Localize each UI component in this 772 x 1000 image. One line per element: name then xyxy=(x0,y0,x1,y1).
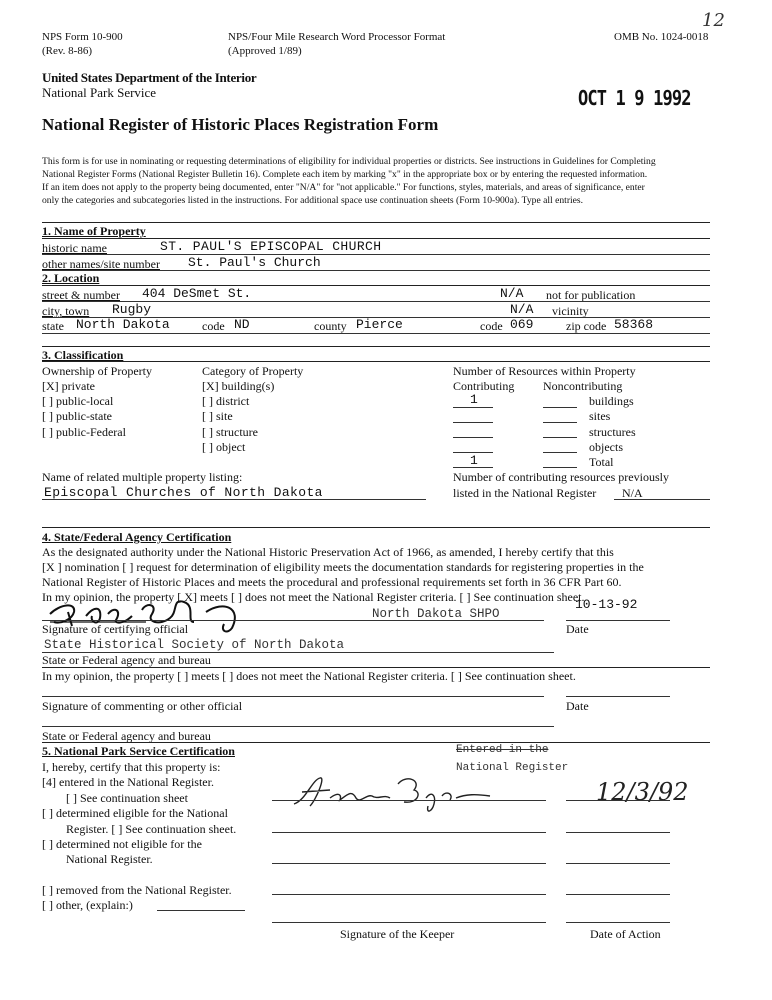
form-revision: (Rev. 8-86) xyxy=(42,45,92,57)
form-number: NPS Form 10-900 xyxy=(42,31,123,43)
other-names-value: St. Paul's Church xyxy=(188,255,321,270)
related-listing-label: Name of related multiple property listing: xyxy=(42,470,243,484)
county-code-label: code xyxy=(480,319,503,333)
omb-number: OMB No. 1024-0018 xyxy=(614,31,709,43)
resources-total: Total xyxy=(589,455,614,469)
vicinity-na: N/A xyxy=(510,302,534,317)
commenting-official-label: Signature of commenting or other official xyxy=(42,699,243,713)
format-line-1: NPS/Four Mile Research Word Processor Format xyxy=(228,31,446,43)
state-label: state xyxy=(42,319,64,333)
certifying-official-title: North Dakota SHPO xyxy=(372,607,500,621)
instructions-line-4: only the categories and subcategories listed in the instructions. For additional space use continuation sheets (Form 10-900a). Type all entries. xyxy=(42,195,584,206)
section-5-heading: 5. National Park Service Certification xyxy=(42,744,235,758)
keeper-signature-label: Signature of the Keeper xyxy=(340,927,455,941)
category-site: [ ] site xyxy=(202,409,233,423)
nps-eligible-continuation: Register. [ ] See continuation sheet. xyxy=(66,822,237,836)
resources-structures: structures xyxy=(589,425,636,439)
corner-mark: 12 xyxy=(702,10,725,31)
agency-label: State or Federal agency and bureau xyxy=(42,653,211,667)
agency-value: State Historical Society of North Dakota xyxy=(44,638,345,652)
resources-buildings: buildings xyxy=(589,394,634,408)
county-value: Pierce xyxy=(356,317,403,332)
zip-value: 58368 xyxy=(614,317,654,332)
county-label: county xyxy=(314,319,347,333)
certification-para-2: [X ] nomination [ ] request for determination of eligibility meets the documentation standards for registering properties in the xyxy=(42,560,644,574)
category-building: [X] building(s) xyxy=(202,379,275,393)
buildings-contributing: 1 xyxy=(470,392,478,407)
page-title: National Register of Historic Places Registration Form xyxy=(42,115,439,134)
previously-listed-label-1: Number of contributing resources previously xyxy=(453,470,669,484)
street-label: street & number xyxy=(42,288,120,302)
instructions-line-1: This form is for use in nominating or requesting determinations of eligibility for individual properties or districts. See instructions in Guidelines for Completing xyxy=(42,156,656,167)
city-value: Rugby xyxy=(112,302,152,317)
instructions-line-3: If an item does not apply to the property being documented, enter "N/A" for "not applicable." For functions, styles, materials, and areas of significance, enter xyxy=(42,182,645,193)
section-1-heading: 1. Name of Property xyxy=(42,224,146,238)
certification-para-1: As the designated authority under the National Historic Preservation Act of 1966, as amended, I hereby certify that this xyxy=(42,545,614,559)
nps-entered: [4] entered in the National Register. xyxy=(42,775,214,789)
certifying-signature-label: Signature of certifying official xyxy=(42,622,189,636)
certification-para-4: In my opinion, the property [ X] meets [ ] does not meet the National Register criteria. [ ] See continuation sheet. xyxy=(42,590,585,604)
state-code-value: ND xyxy=(234,317,250,332)
date-of-action-label: Date of Action xyxy=(590,927,661,941)
certifying-date-label: Date xyxy=(566,622,589,636)
nps-other: [ ] other, (explain:) xyxy=(42,898,133,912)
keeper-date: 12/3/92 xyxy=(596,778,689,806)
instructions-line-2: National Register Forms (National Register Bulletin 16). Complete each item by marking "x" in the appropriate box or by entering the requested information. xyxy=(42,169,648,180)
nps-removed: [ ] removed from the National Register. xyxy=(42,883,232,897)
other-names-label: other names/site number xyxy=(42,257,160,271)
commenting-date-label: Date xyxy=(566,699,589,713)
previously-listed-label-2: listed in the National Register xyxy=(453,486,597,500)
nps-entered-continuation: [ ] See continuation sheet xyxy=(66,791,188,805)
county-code-value: 069 xyxy=(510,317,534,332)
section-3-heading: 3. Classification xyxy=(42,348,124,362)
format-line-2: (Approved 1/89) xyxy=(228,45,302,57)
entered-stamp-line-2: National Register xyxy=(456,762,569,774)
service: National Park Service xyxy=(42,85,157,100)
received-date-stamp: OCT 1 9 1992 xyxy=(578,86,691,110)
related-listing-value: Episcopal Churches of North Dakota xyxy=(44,485,323,500)
historic-name-value: ST. PAUL'S EPISCOPAL CHURCH xyxy=(160,239,382,254)
resources-heading: Number of Resources within Property xyxy=(453,364,636,378)
certification-para-3: National Register of Historic Places and meets the procedural and professional requirements set forth in 36 CFR Part 60. xyxy=(42,575,622,589)
previously-listed-value: N/A xyxy=(622,486,643,500)
street-value: 404 DeSmet St. xyxy=(142,286,252,301)
opinion-para: In my opinion, the property [ ] meets [ ] does not meet the National Register criteria. [ ] See continuation sheet. xyxy=(42,669,576,683)
keeper-signature xyxy=(286,770,536,814)
nps-not-eligible: [ ] determined not eligible for the xyxy=(42,837,202,851)
not-for-publication-label: not for publication xyxy=(546,288,636,302)
entered-stamp-line-1: Entered in the xyxy=(456,744,549,756)
section-4-heading: 4. State/Federal Agency Certification xyxy=(42,530,232,544)
state-code-label: code xyxy=(202,319,225,333)
ownership-public-state: [ ] public-state xyxy=(42,409,112,423)
resources-objects: objects xyxy=(589,440,623,454)
not-for-publication-na: N/A xyxy=(500,286,524,301)
section-2-heading: 2. Location xyxy=(42,271,100,285)
agency-label-2: State or Federal agency and bureau xyxy=(42,729,211,743)
city-label: city, town xyxy=(42,304,90,318)
nps-not-eligible-2: National Register. xyxy=(66,852,153,866)
certification-date-value: 10-13-92 xyxy=(575,597,638,612)
total-contributing: 1 xyxy=(470,453,478,468)
vicinity-label: vicinity xyxy=(552,304,589,318)
nps-eligible: [ ] determined eligible for the National xyxy=(42,806,228,820)
ownership-private: [X] private xyxy=(42,379,95,393)
ownership-heading: Ownership of Property xyxy=(42,364,152,378)
department: United States Department of the Interior xyxy=(42,70,257,85)
category-district: [ ] district xyxy=(202,394,250,408)
historic-name-label: historic name xyxy=(42,241,107,255)
category-object: [ ] object xyxy=(202,440,246,454)
resources-sites: sites xyxy=(589,409,611,423)
contributing-heading: Contributing xyxy=(453,379,515,393)
nps-intro: I, hereby, certify that this property is: xyxy=(42,760,221,774)
noncontributing-heading: Noncontributing xyxy=(543,379,623,393)
ownership-public-federal: [ ] public-Federal xyxy=(42,425,126,439)
category-structure: [ ] structure xyxy=(202,425,258,439)
zip-label: zip code xyxy=(566,319,607,333)
ownership-public-local: [ ] public-local xyxy=(42,394,114,408)
category-heading: Category of Property xyxy=(202,364,304,378)
state-value: North Dakota xyxy=(76,317,170,332)
